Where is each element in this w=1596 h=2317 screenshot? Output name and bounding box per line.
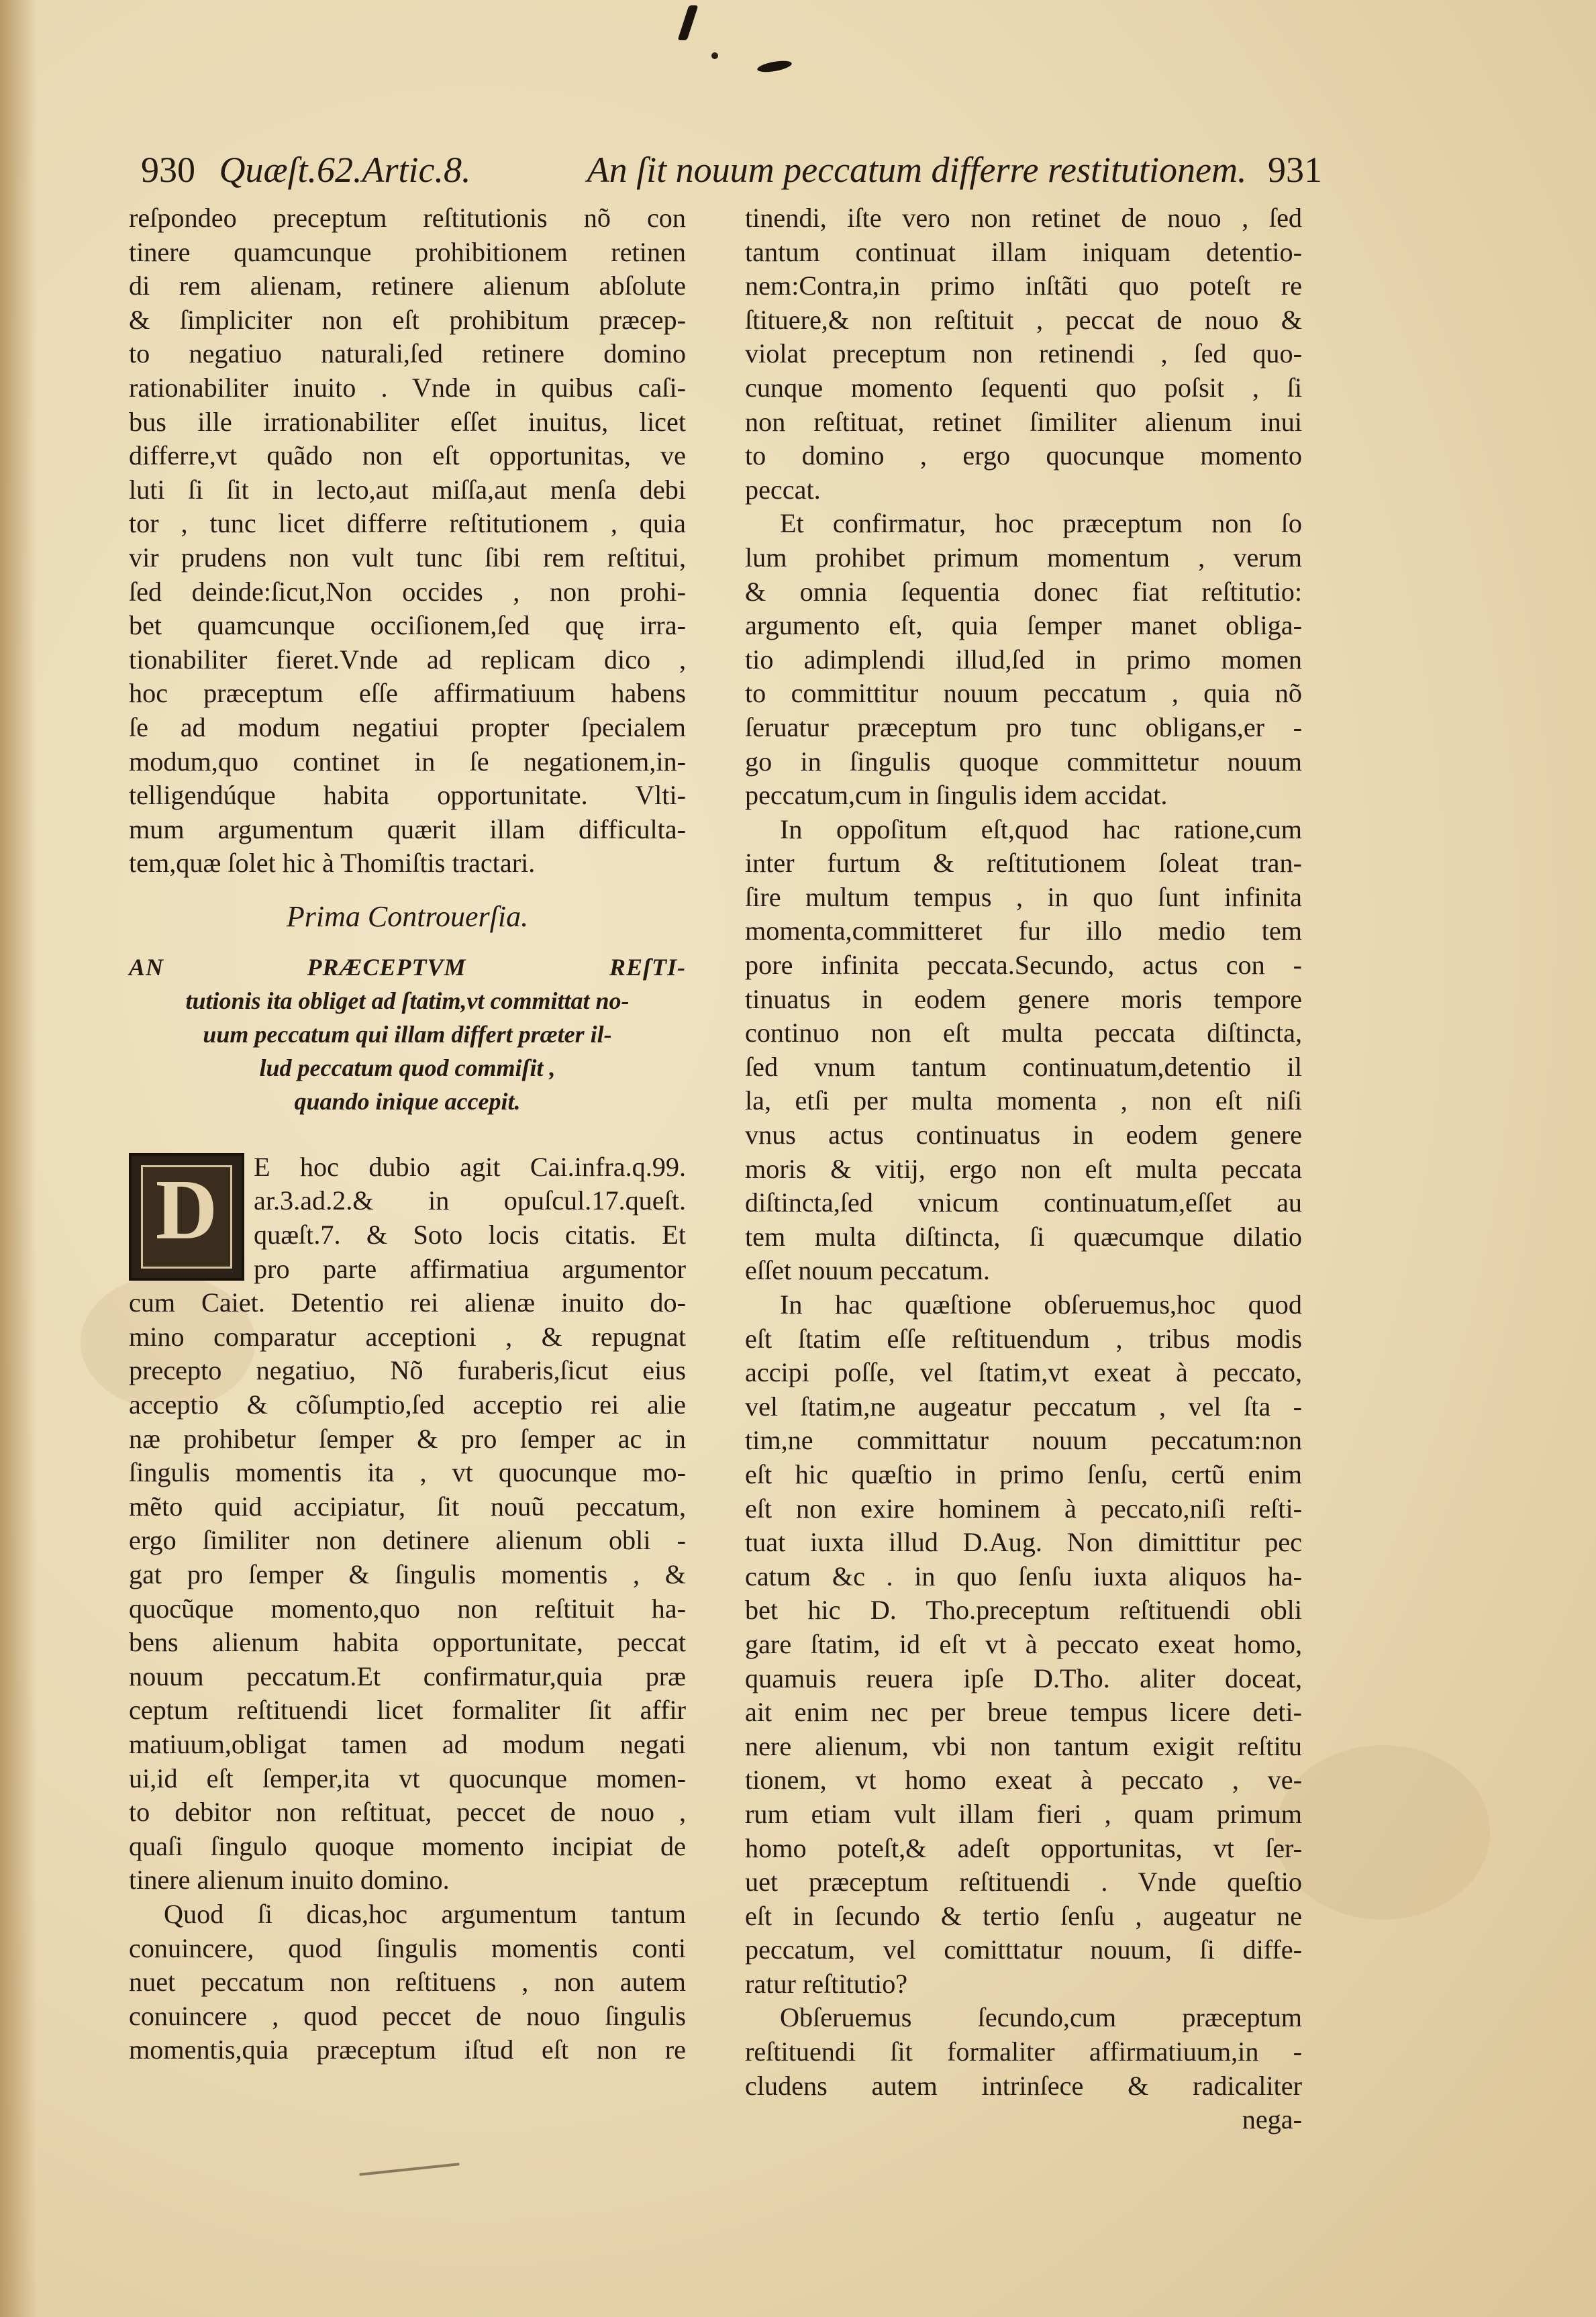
text-line: lum prohibet primum momentum , verum: [745, 542, 1302, 573]
text-line: ratur reſtitutio?: [745, 1968, 908, 1999]
text-line: momentis,quia præceptum iſtud eſt non re: [129, 2034, 686, 2065]
text-line: ſtituere,& non reſtituit , peccat de nouo &: [745, 304, 1302, 335]
text-line: eſſet nouum peccatum.: [745, 1255, 990, 1286]
text-line: conuincere , quod peccet de nouo ſingulis: [129, 2000, 686, 2031]
text-line: ar.3.ad.2.& in opuſcul.17.queſt.: [254, 1185, 686, 1216]
text-line: In oppoſitum eſt,quod hac ratione,cum: [780, 814, 1302, 844]
text-line: ſingulis momentis ita , vt quocunque mo-: [129, 1457, 686, 1488]
question-line: AN PRÆCEPTVM REſTI-: [129, 953, 686, 981]
text-line: tionem, vt homo exeat à peccato , ve-: [745, 1765, 1302, 1795]
right-column: [745, 201, 1302, 2137]
paper-stain: [1275, 1745, 1490, 1920]
text-line: to debitor non reſtituat, peccet de nouo ,: [129, 1797, 686, 1828]
ink-dot: [711, 52, 718, 59]
catchword: nega-: [1242, 2104, 1302, 2135]
left-column: [129, 201, 686, 2067]
controversy-heading: Prima Controuerſia.: [286, 899, 529, 933]
text-line: uet præceptum reſtituendi . Vnde queſtio: [745, 1867, 1302, 1897]
text-line: quaſi ſingulo quoque momento incipiat de: [129, 1830, 686, 1861]
text-line: mẽto quid accipiatur, ſit nouũ peccatum,: [129, 1491, 686, 1522]
right-paragraph-3: [745, 813, 1302, 1288]
text-line: eſt in ſecundo & tertio ſenſu , augeatur ne: [745, 1900, 1302, 1931]
text-line: violat preceptum non retinendi , ſed quo-: [745, 338, 1302, 369]
text-line: pore infinita peccata.Secundo, actus con -: [745, 950, 1302, 981]
text-line: diſtincta,ſed vnicum continuatum,eſſet au: [745, 1187, 1302, 1218]
question-line: tutionis ita obliget ad ſtatim,vt committat no-: [185, 987, 630, 1014]
text-line: tantum continuat illam iniquam detentio-: [745, 236, 1302, 267]
text-line: inter furtum & reſtitutionem ſoleat tran-: [745, 848, 1302, 879]
right-paragraph-1: [745, 201, 1302, 507]
text-line: hoc præceptum eſſe affirmatiuum habens: [129, 678, 686, 709]
question-line: lud peccatum quod commiſit ,: [259, 1054, 556, 1081]
text-line: luti ſi ſit in lecto,aut miſſa,aut menſa debi: [129, 474, 686, 505]
text-line: bus ille irrationabiliter eſſet inuitus, licet: [129, 406, 686, 437]
text-line: tinere alienum inuito domino.: [129, 1865, 450, 1895]
text-line: & ſimpliciter non eſt prohibitum præcep-: [129, 304, 686, 335]
text-line: In hac quæſtione obſeruemus,hoc quod: [780, 1289, 1302, 1320]
text-line: cum Caiet. Detentio rei alienæ inuito do-: [129, 1287, 686, 1318]
text-line: moris & vitij, ergo non eſt multa peccata: [745, 1153, 1302, 1184]
text-line: to negatiuo naturali,ſed retinere domino: [129, 338, 686, 369]
text-line: tio adimplendi illud,ſed in primo momen: [745, 644, 1302, 675]
text-line: to domino , ergo quocunque momento: [745, 440, 1302, 471]
text-line: rationabiliter inuito . Vnde in quibus caſi-: [129, 372, 686, 403]
text-line: eſt non exire hominem à peccato,niſi reſti-: [745, 1493, 1302, 1524]
decorated-initial: [129, 1153, 244, 1281]
text-line: mino comparatur acceptioni , & repugnat: [129, 1321, 686, 1352]
text-line: bet hic D. Tho.preceptum reſtituendi obli: [745, 1595, 1302, 1626]
text-line: catum &c . in quo ſenſu iuxta aliquos ha-: [745, 1561, 1302, 1591]
text-line: tem,quæ ſolet hic à Thomiſtis tractari.: [129, 848, 536, 879]
text-line: vnus actus continuatus in eodem genere: [745, 1120, 1302, 1150]
text-line: matiuum,obligat tamen ad modum negati: [129, 1728, 686, 1759]
text-line: ui,id eſt ſemper,ita vt quocunque momen-: [129, 1763, 686, 1793]
question-line: uum peccatum qui illam differt præter il-: [203, 1020, 612, 1048]
running-head: [141, 146, 1322, 193]
right-running-title: An ſit nouum peccatum differre restitutionem.: [587, 150, 1247, 190]
text-line: nem:Contra,in primo inſtãti quo poteſt re: [745, 270, 1302, 301]
text-line: ergo ſimiliter non detinere alienum obli -: [129, 1525, 686, 1556]
left-paragraph-top: [129, 201, 686, 881]
text-line: tionabiliter fieret.Vnde ad replicam dico ,: [129, 644, 686, 675]
text-line: pro parte affirmatiua argumentor: [254, 1253, 686, 1284]
text-line: gat pro ſemper & ſingulis momentis , &: [129, 1559, 686, 1589]
text-line: bet quamcunque occiſionem,ſed quę irra-: [129, 610, 686, 641]
left-paragraph-objection: [129, 1897, 686, 2067]
text-line: quocũque momento,quo non reſtituit ha-: [129, 1593, 686, 1624]
text-line: la, etſi per multa momenta , non eſt niſi: [745, 1085, 1302, 1116]
text-line: gare ſtatim, id eſt vt à peccato exeat homo,: [745, 1628, 1302, 1659]
text-line: modum,quo continet in ſe negationem,in-: [129, 746, 686, 777]
question-title: [129, 950, 686, 1118]
text-line: argumento eſt, quia ſemper manet obliga-: [745, 610, 1302, 641]
text-line: vel ſtatim,ne augeatur peccatum , vel ſta -: [745, 1391, 1302, 1422]
text-line: peccatum, vel comitttatur nouum, ſi diffe-: [745, 1934, 1302, 1965]
text-line: acceptio & cõſumptio,ſed acceptio rei alie: [129, 1389, 686, 1420]
text-line: go in ſingulis quoque committetur nouum: [745, 746, 1302, 777]
text-line: tinere quamcunque prohibitionem retinen: [129, 236, 686, 267]
text-line: cunque momento ſequenti quo poſsit , ſi: [745, 372, 1302, 403]
text-line: non reſtituat, retinet ſimiliter alienum inui: [745, 406, 1302, 437]
left-running-title: Quæſt.62.Artic.8.: [219, 150, 471, 190]
text-line: reſpondeo preceptum reſtitutionis nõ con: [129, 203, 686, 233]
text-line: differre,vt quãdo non eſt opportunitas, ve: [129, 440, 686, 471]
text-line: to committitur nouum peccatum , quia nõ: [745, 678, 1302, 709]
text-line: cludens autem intrinſece & radicaliter: [745, 2070, 1302, 2101]
drop-cap-letter: D: [155, 1161, 218, 1257]
left-paragraph-argument: [129, 1286, 686, 1897]
text-line: tim,ne committatur nouum peccatum:non: [745, 1425, 1302, 1456]
text-line: nere alienum, vbi non tantum exigit reſtitu: [745, 1730, 1302, 1761]
text-line: eſt hic quæſtio in primo ſenſu, certũ enim: [745, 1459, 1302, 1489]
text-line: Et confirmatur, hoc præceptum non ſo: [780, 508, 1302, 539]
text-line: ſed vnum tantum continuatum,detentio il: [745, 1051, 1302, 1082]
drop-cap-paragraph: [129, 1150, 686, 1286]
text-line: bens alienum habita opportunitate, peccat: [129, 1627, 686, 1658]
text-line: & omnia ſequentia donec fiat reſtitutio:: [745, 576, 1302, 607]
text-line: nouum peccatum.Et confirmatur,quia præ: [129, 1661, 686, 1691]
text-line: reſtituendi ſit formaliter affirmatiuum,in -: [745, 2036, 1302, 2067]
text-line: conuincere, quod ſingulis momentis conti: [129, 1932, 686, 1963]
text-line: ait enim nec per breue tempus licere deti-: [745, 1697, 1302, 1728]
text-line: rum etiam vult illam fieri , quam primum: [745, 1798, 1302, 1829]
text-line: vir prudens non vult tunc ſibi rem reſtitui,: [129, 542, 686, 573]
left-page-number: 930: [141, 150, 195, 190]
text-line: tinendi, iſte vero non retinet de nouo , ſed: [745, 203, 1302, 233]
text-line: di rem alienam, retinere alienum abſolute: [129, 270, 686, 301]
right-paragraph-2: [745, 507, 1302, 812]
text-line: mum argumentum quærit illam difficulta-: [129, 814, 686, 844]
text-line: ſed deinde:ſicut,Non occides , non prohi-: [129, 576, 686, 607]
text-line: precepto negatiuo, Nõ furaberis,ſicut eius: [129, 1355, 686, 1386]
text-line: peccat.: [745, 474, 821, 505]
text-line: peccatum,cum in ſingulis idem accidat.: [745, 780, 1168, 811]
text-line: momenta,committeret fur illo medio tem: [745, 916, 1302, 946]
text-line: Quod ſi dicas,hoc argumentum tantum: [164, 1898, 686, 1929]
text-line: continuo non eſt multa peccata diſtincta,: [745, 1018, 1302, 1048]
right-page-number: 931: [1268, 150, 1322, 190]
text-line: Obſeruemus ſecundo,cum præceptum: [780, 2002, 1302, 2033]
text-line: homo poteſt,& adeſt opportunitas, vt ſer-: [745, 1832, 1302, 1863]
ink-mark: [756, 59, 793, 75]
question-line: quando inique accepit.: [294, 1087, 521, 1115]
text-line: ceptum reſtituendi licet formaliter ſit affir: [129, 1695, 686, 1726]
page-gutter-shadow: [0, 0, 37, 2317]
text-line: tuat iuxta illud D.Aug. Non dimittitur pec: [745, 1527, 1302, 1558]
text-line: tinuatus in eodem genere moris tempore: [745, 983, 1302, 1014]
pen-stroke: [359, 2163, 460, 2176]
text-line: E hoc dubio agit Cai.infra.q.99.: [254, 1151, 686, 1182]
text-line: nuet peccatum non reſtituens , non autem: [129, 1967, 686, 1998]
right-paragraph-4: [745, 1288, 1302, 2001]
text-line: ſe ad modum negatiui propter ſpecialem: [129, 711, 686, 742]
text-line: quæſt.7. & Soto locis citatis. Et: [254, 1220, 686, 1250]
text-line: næ prohibetur ſemper & pro ſemper ac in: [129, 1423, 686, 1454]
right-paragraph-5: [745, 2001, 1302, 2103]
text-line: tem multa diſtincta, ſi quæcumque dilatio: [745, 1221, 1302, 1252]
text-line: telligendúque habita opportunitate. Vlti-: [129, 780, 686, 811]
text-line: ſeruatur præceptum pro tunc obligans,er -: [745, 711, 1302, 742]
ink-mark: [678, 5, 699, 40]
text-line: eſt ſtatim eſſe reſtituendum , tribus modis: [745, 1323, 1302, 1354]
text-line: ſire multum tempus , in quo ſunt infinita: [745, 881, 1302, 912]
text-line: quamuis reuera ipſe D.Tho. aliter doceat,: [745, 1663, 1302, 1693]
text-line: accipi poſſe, vel ſtatim,vt exeat à peccato,: [745, 1357, 1302, 1388]
text-line: tor , tunc licet differre reſtitutionem , quia: [129, 508, 686, 539]
